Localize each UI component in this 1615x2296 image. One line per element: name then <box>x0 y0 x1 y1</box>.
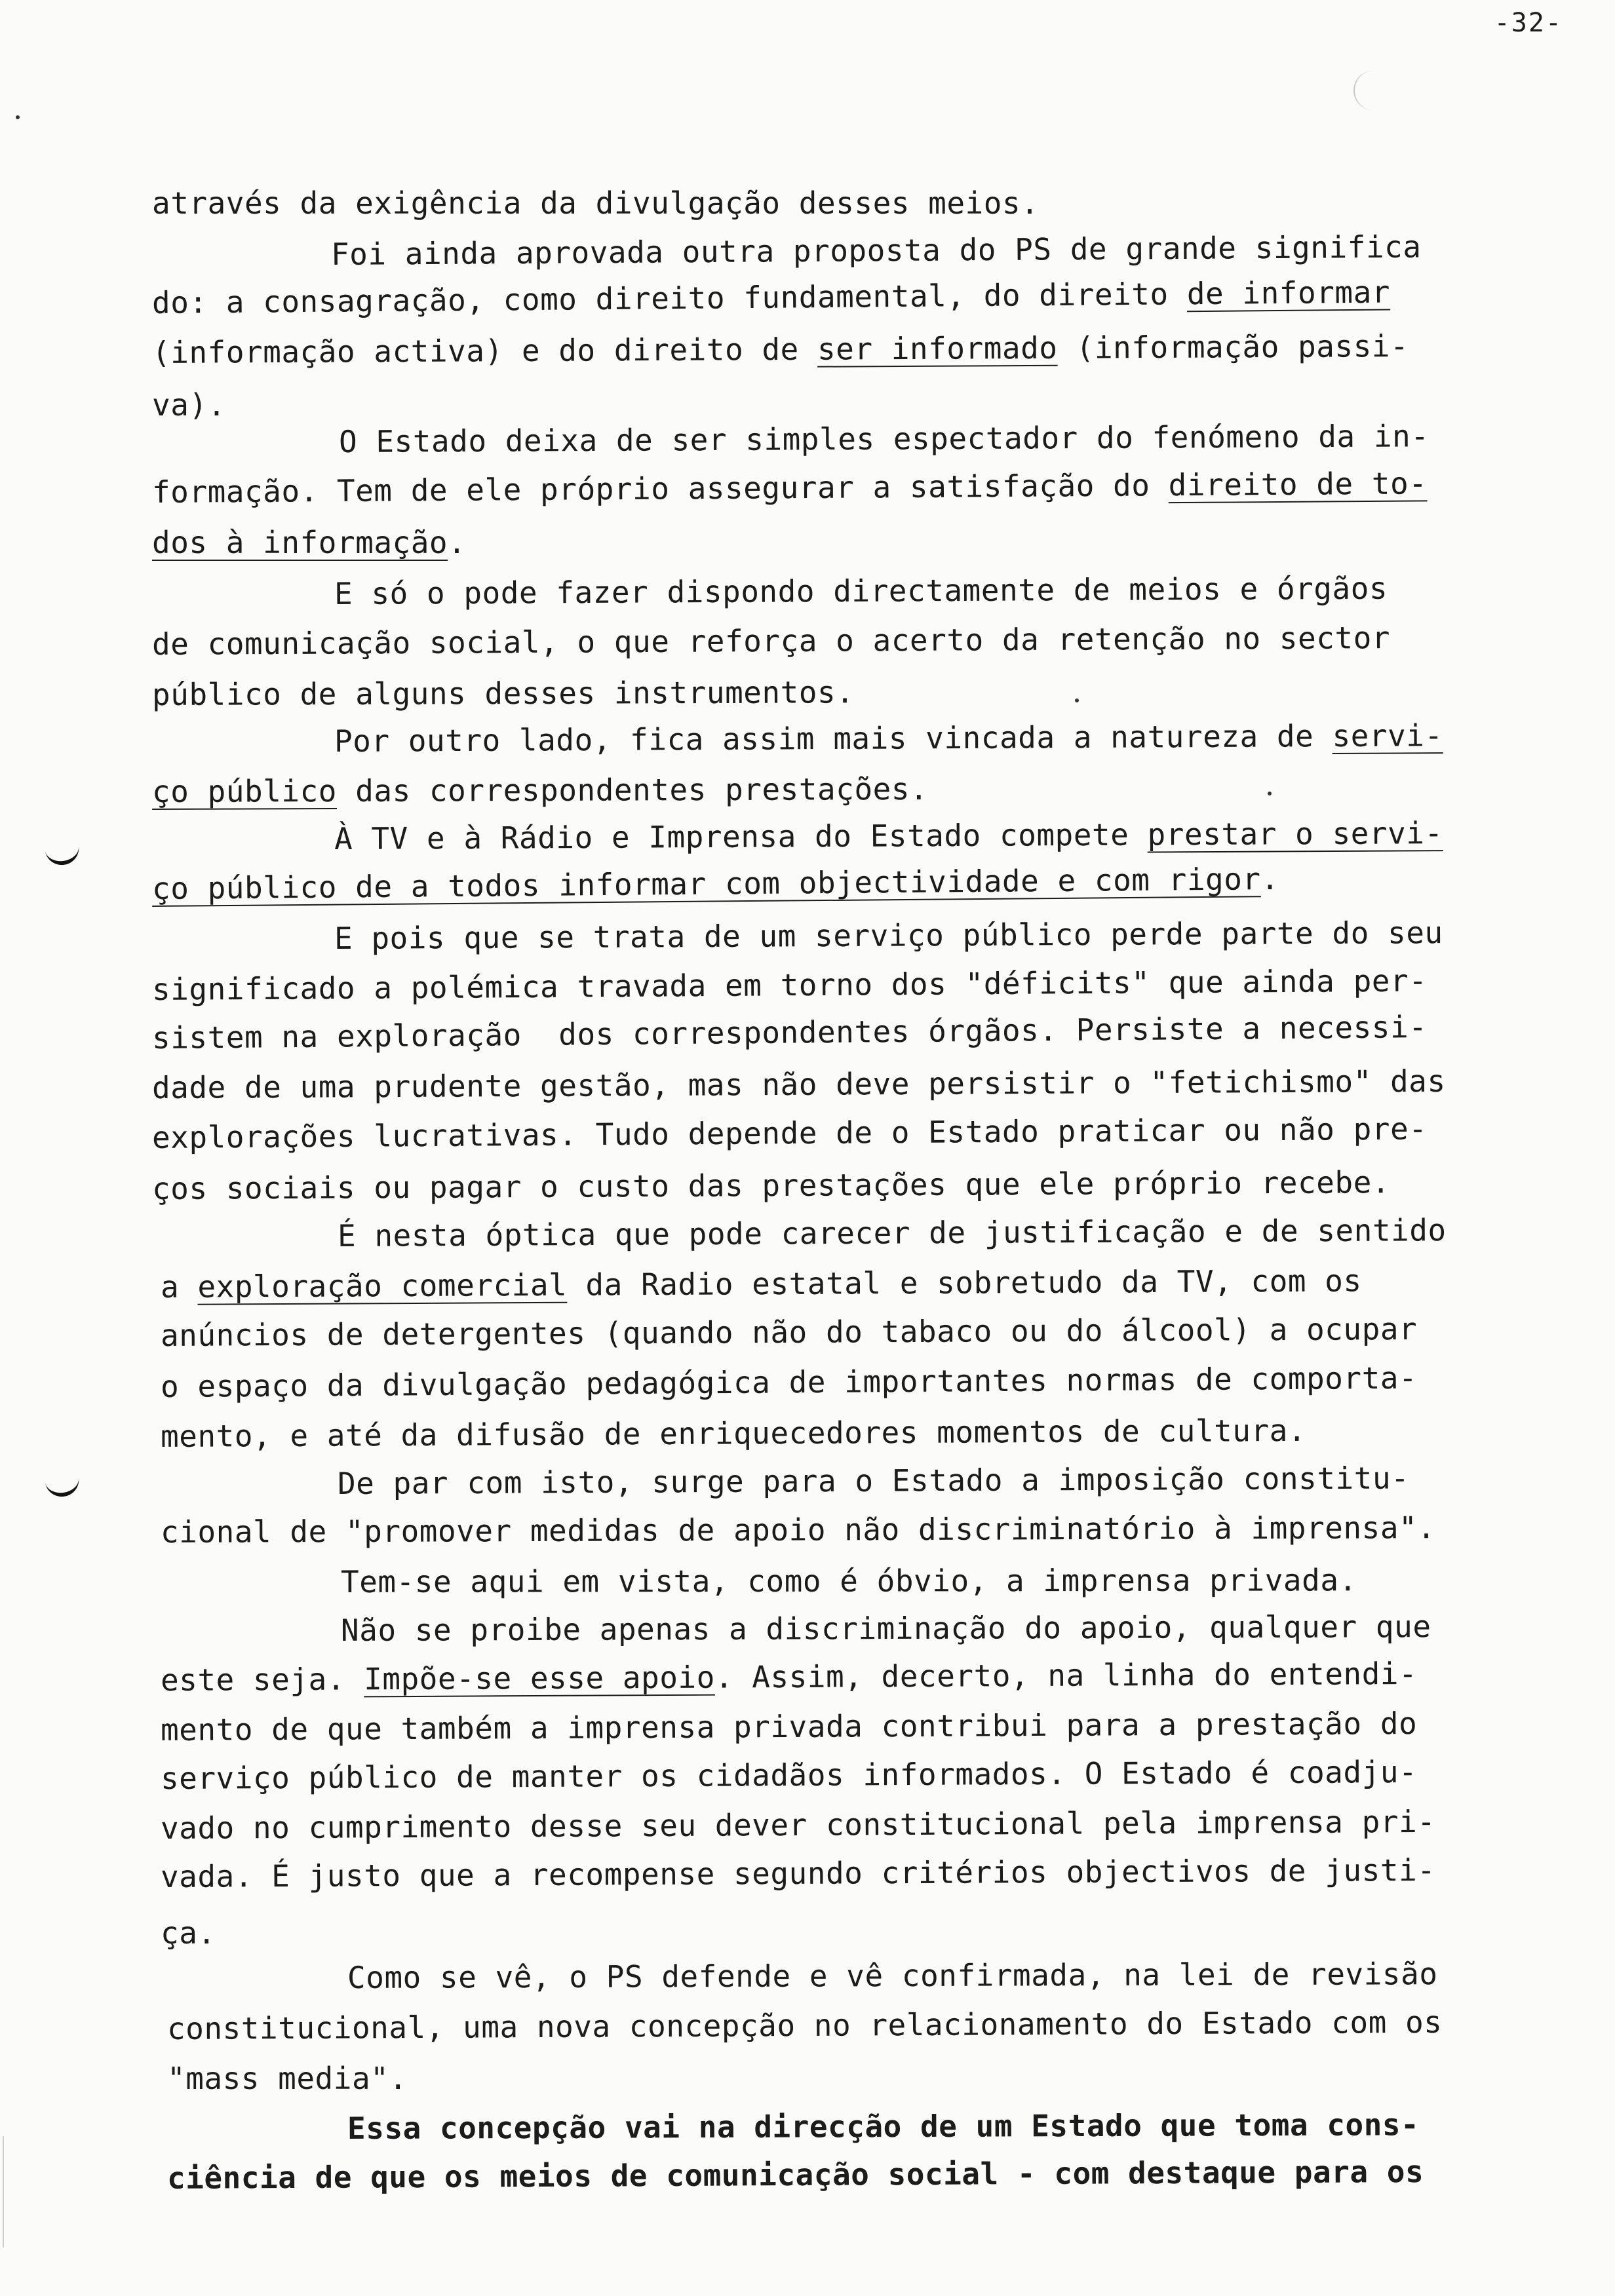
text-line <box>334 717 1443 759</box>
text-segment: explorações lucrativas. Tudo depende de o Estado praticar ou não pre- <box>151 1111 1428 1155</box>
text-segment: De par com isto, surge para o Estado a imposição constitu- <box>337 1460 1410 1501</box>
text-line <box>341 1608 1431 1649</box>
text-line <box>167 2004 1443 2047</box>
text-line <box>152 962 1428 1008</box>
text-segment: ços sociais ou pagar o custo das prestações que ele próprio recebe. <box>151 1164 1391 1206</box>
text-line <box>338 1212 1447 1254</box>
text-segment: dade de uma prudente gestão, mas não deve persistir o "fetichismo" das <box>151 1063 1446 1105</box>
text-segment: (informação activa) e do direito de <box>151 331 818 370</box>
underlined-text: ço público <box>151 773 338 809</box>
text-segment: mento, e até da difusão de enriquecedores momentos de cultura. <box>160 1412 1307 1454</box>
text-segment: este seja. <box>160 1661 364 1698</box>
text-segment: mento de que também a imprensa privada contribui para a prestação do <box>160 1705 1418 1748</box>
scan-speck <box>1268 792 1272 795</box>
text-segment: . <box>1260 860 1280 897</box>
text-segment: . <box>448 525 467 560</box>
text-line <box>152 274 1390 321</box>
page-number: -32- <box>1494 8 1563 38</box>
text-segment: O Estado deixa de ser simples espectador do fenómeno da in- <box>338 418 1430 459</box>
text-line <box>152 465 1428 510</box>
scan-artifact <box>1353 71 1374 110</box>
binding-edge <box>3 2136 4 2248</box>
text-segment: va). <box>152 387 226 423</box>
scan-speck <box>16 115 20 119</box>
text-line <box>161 1509 1436 1550</box>
text-line <box>347 2106 1419 2147</box>
text-line <box>152 619 1390 662</box>
text-segment: E pois que se trata de um serviço público perde parte do seu <box>334 915 1443 956</box>
text-segment: das correspondentes prestações. <box>336 771 929 809</box>
text-line <box>161 1705 1417 1748</box>
text-segment: significado a polémica travada em torno dos "déficits" que ainda per- <box>151 963 1428 1007</box>
underlined-text: servi- <box>1332 718 1443 754</box>
text-segment: formação. Tem de ele próprio assegurar a satisfação do <box>151 467 1169 510</box>
text-line <box>152 1110 1428 1156</box>
margin-mark <box>45 845 81 868</box>
text-line <box>152 328 1409 371</box>
text-line <box>152 1164 1390 1207</box>
text-segment: vada. É justo que a recompense segundo critérios objectivos de justi- <box>160 1852 1436 1894</box>
text-segment: . Assim, decerto, na linha do entendi- <box>714 1655 1418 1695</box>
text-segment: serviço público de manter os cidadãos informados. O Estado é coadju- <box>160 1753 1418 1796</box>
text-line <box>331 228 1422 273</box>
text-segment: ça. <box>161 1915 216 1951</box>
text-segment: a <box>160 1269 198 1305</box>
text-segment: público de alguns desses instrumentos. <box>151 674 855 712</box>
text-segment: da Radio estatal e sobretudo da TV, com os <box>567 1263 1362 1303</box>
underlined-text: dos à informação <box>152 525 448 560</box>
text-segment: (informação passi- <box>1057 328 1409 366</box>
text-segment: através da exigência da divulgação desses meios. <box>152 185 1040 221</box>
underlined-text: prestar o servi- <box>1147 815 1443 852</box>
text-segment: Por outro lado, fica assim mais vincada a natureza de <box>334 718 1333 759</box>
text-line <box>152 524 466 561</box>
underlined-text: ser informado <box>817 330 1058 367</box>
text-line <box>161 1412 1306 1455</box>
text-segment: do: a consagração, como direito fundamental, do direito <box>151 276 1188 320</box>
text-line <box>161 1360 1418 1405</box>
text-segment: E só o pode fazer dispondo directamente de meios e órgãos <box>334 570 1388 611</box>
underlined-text: direito de to- <box>1168 465 1428 503</box>
text-line <box>161 1311 1417 1354</box>
margin-mark <box>45 1476 81 1499</box>
text-line <box>338 1459 1410 1502</box>
text-segment: de comunicação social, o que reforça o acerto da retenção no sector <box>151 620 1391 662</box>
text-line <box>152 1063 1446 1106</box>
text-line <box>152 674 855 713</box>
text-segment: vado no cumprimento desse seu dever constitucional pela imprensa pri- <box>160 1803 1436 1846</box>
text-line <box>334 570 1388 612</box>
text-segment: Tem-se aqui em vista, como é óbvio, a imprensa privada. <box>340 1562 1357 1599</box>
text-line <box>152 771 928 810</box>
text-line <box>334 914 1443 957</box>
text-line <box>339 417 1430 460</box>
text-segment: cional de "promover medidas de apoio não discriminatório à imprensa". <box>160 1510 1436 1550</box>
text-segment: Foi ainda aprovada outra proposta do PS de grande significa <box>330 229 1422 272</box>
text-line <box>152 860 1279 907</box>
text-line <box>161 1803 1436 1846</box>
text-line <box>152 1008 1428 1056</box>
text-line <box>152 387 226 423</box>
text-line <box>341 1561 1357 1600</box>
text-line <box>347 1955 1438 1996</box>
text-line <box>167 2060 408 2097</box>
scan-speck <box>1075 698 1079 702</box>
text-line <box>167 2153 1424 2196</box>
text-segment: o espaço da divulgação pedagógica de importantes normas de comporta- <box>160 1360 1418 1404</box>
text-line <box>152 185 1039 221</box>
underlined-text: Impõe-se esse apoio <box>363 1659 715 1697</box>
text-segment: "mass media". <box>167 2061 408 2096</box>
text-segment: Não se proibe apenas a discriminação do apoio, qualquer que <box>340 1609 1431 1648</box>
text-segment: Essa concepção vai na direcção de um Estado que toma cons- <box>347 2107 1420 2146</box>
text-line <box>161 1915 216 1951</box>
text-line <box>161 1262 1362 1305</box>
text-line <box>161 1852 1436 1895</box>
text-segment: anúncios de detergentes (quando não do tabaco ou do álcool) a ocupar <box>160 1311 1418 1353</box>
text-segment: À TV e à Rádio e Imprensa do Estado compete <box>334 816 1148 856</box>
text-segment: É nesta óptica que pode carecer de justificação e de sentido <box>337 1212 1447 1253</box>
text-line <box>161 1753 1417 1797</box>
text-segment: Como se vê, o PS defende e vê confirmada, na lei de revisão <box>347 1956 1438 1995</box>
underlined-text: exploração comercial <box>197 1267 568 1305</box>
text-line <box>334 814 1443 857</box>
text-segment: constitucional, uma nova concepção no relacionamento do Estado com os <box>166 2004 1443 2046</box>
underlined-text: ço público de a todos informar com objectividade e com rigor <box>151 861 1261 906</box>
underlined-text: de informar <box>1186 274 1391 312</box>
text-segment: sistem na exploração dos correspondentes órgãos. Persiste a necessi- <box>151 1009 1428 1056</box>
text-line <box>161 1655 1418 1698</box>
text-segment: ciência de que os meios de comunicação social - com destaque para os <box>166 2153 1424 2196</box>
